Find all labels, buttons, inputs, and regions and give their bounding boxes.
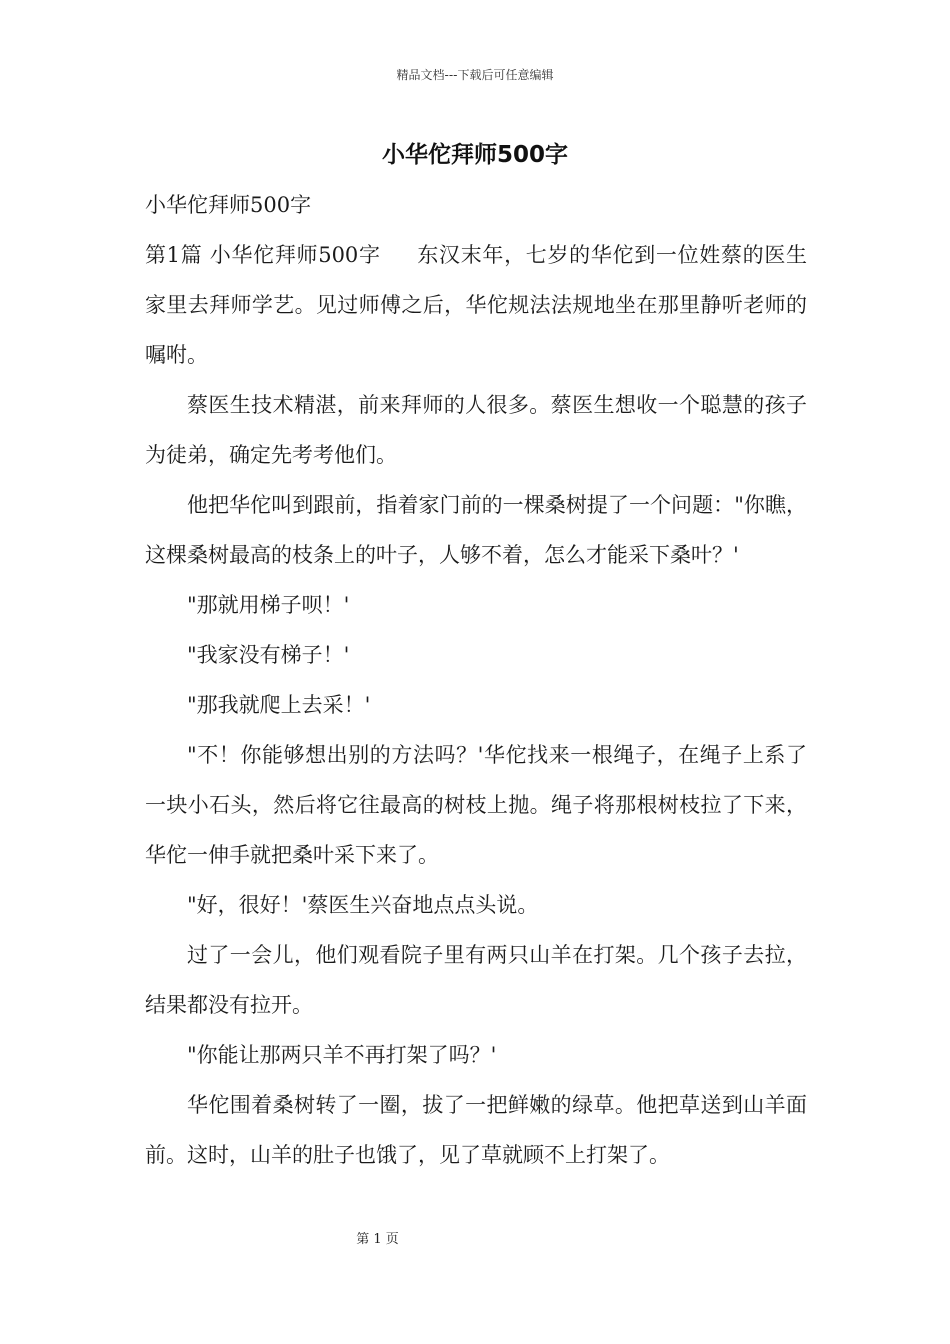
document-subtitle: 小华佗拜师500字 xyxy=(145,193,312,217)
paragraph: "好，很好！'蔡医生兴奋地点点头说。 xyxy=(187,893,539,917)
paragraph: 蔡医生技术精湛，前来拜师的人很多。蔡医生想收一个聪慧的孩子为徒弟，确定先考考他们。 xyxy=(145,393,807,467)
paragraph: 他把华佗叫到跟前，指着家门前的一棵桑树提了一个问题："你瞧，这棵桑树最高的枝条上的叶子，人够不着，怎么才能采下桑叶？' xyxy=(145,493,807,567)
document-title: 小华佗拜师500字 xyxy=(381,142,568,168)
paragraph: "那我就爬上去采！' xyxy=(187,693,371,717)
paragraph: 华佗围着桑树转了一圈，拔了一把鲜嫩的绿草。他把草送到山羊面前。这时，山羊的肚子也饿了，见了草就顾不上打架了。 xyxy=(145,1093,807,1167)
document-body xyxy=(145,180,807,1180)
chapter-label: 第1篇 小华佗拜师500字 xyxy=(145,243,381,267)
page-number: 第 1 页 xyxy=(356,1232,399,1247)
paragraph xyxy=(145,230,807,380)
page-header: 精品文档---下载后可任意编辑 xyxy=(396,68,554,82)
paragraph: 过了一会儿，他们观看院子里有两只山羊在打架。几个孩子去拉，结果都没有拉开。 xyxy=(145,943,807,1017)
paragraph: "不！你能够想出别的方法吗？'华佗找来一根绳子，在绳子上系了一块小石头，然后将它往最高的树枝上抛。绳子将那根树枝拉了下来，华佗一伸手就把桑叶采下来了。 xyxy=(145,743,807,867)
paragraph: "你能让那两只羊不再打架了吗？' xyxy=(187,1043,497,1067)
paragraph: "那就用梯子呗！' xyxy=(187,593,350,617)
paragraph-text: 东汉末年，七岁的华佗到一位姓蔡的医生家里去拜师学艺。见过师傅之后，华佗规法法规地坐在那里静听老师的嘱咐。 xyxy=(145,243,808,367)
paragraph: "我家没有梯子！' xyxy=(187,643,350,667)
